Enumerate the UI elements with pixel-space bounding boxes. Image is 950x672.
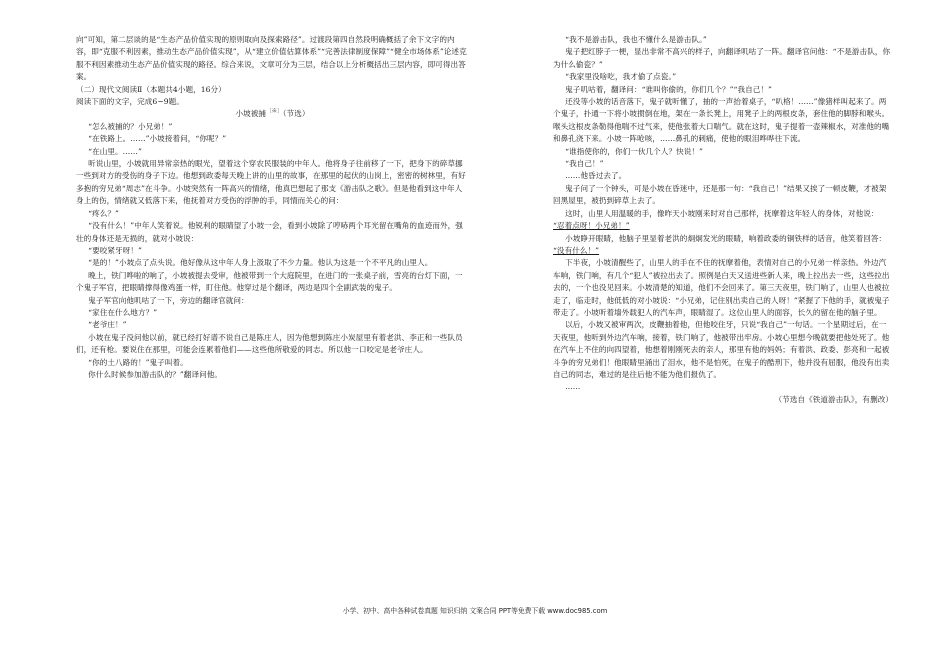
paragraph: “你的土八路的！”鬼子叫着。 — [88, 357, 188, 367]
paragraph: “是的！”小坡点了点头说。他好像从这中年人身上汲取了不少力量。他认为这是一个不平凡的山里人。 — [88, 258, 433, 268]
paragraph: 听说山里，小坡就用异常亲热的眼光，望着这个穿农民服装的中年人。他将身子往前移了一下，把身下的碎草挪一些到对方的受伤的身子下边。他想到政委每天晚上讲的山里的故事，在那里的起伏的山岗上，密密的树林里，有好多抱的穷兄弟“周志”在斗争。小坡突然有一阵高兴的情绪，他真巴想起了那支《游击队之歌》。但是他看到这中年人身上的伤，情绪就又低落下来，他抚着对方受伤的浮肿的手，同情而关心的问： — [76, 159, 466, 206]
paragraph: 你什么时候参加游击队的？”翻译问他。 — [88, 369, 223, 379]
paragraph: “在铁路上。……”小坡接着问，“你呢？” — [88, 134, 227, 144]
underlined-sentence: “忍着点呀！小兄弟！” — [553, 221, 630, 231]
page-footer: 小学、初中、高中各种试卷真题 知识归纳 文案合同 PPT等免费下载 www.doc985.com — [342, 607, 608, 615]
paragraph: 以后，小坡又被审两次，皮鞭抽着他，但他咬住牙，只说“我自己”一句话。一个星期过后，在一天夜里，他听到外边汽车响，接着，铁门响了，他被带出牢房。小坡心里想今晚就要把他处死了。他在汽车上不住的向四望着，他想着刚刚死去的亲人，那里有他的妈妈；有着洪、政委、彭亮和一起被斗争的穷兄弟们！他眼睛里涌出了泪水，他不是怕死，在鬼子的酷刑下，他并没有屈服，他没有出卖自己的同志，难过的是往后他不能为他们报仇了。 — [553, 320, 890, 379]
paragraph: “要咬紧牙呀！” — [88, 245, 142, 255]
passage-title — [76, 108, 469, 120]
source-note: （节选自《铁道游击队》，有删改） — [774, 394, 893, 404]
paragraph: “疼么？” — [88, 208, 119, 218]
passage-title-text: 小坡被捕 — [235, 109, 267, 119]
right-column — [553, 34, 893, 406]
paragraph: “我自己！” — [565, 159, 604, 169]
passage-title-suffix: （节选） — [282, 109, 310, 119]
paragraph: 鬼子军官向他叽咕了一下，旁边的翻译官就问： — [88, 295, 249, 305]
paragraph — [553, 245, 893, 257]
paragraph: “谁指使你的，你们一伙几个人？快说！” — [565, 146, 703, 156]
paragraph: 小坡睁开眼睛，他脑子里显着老洪的炯炯发光的眼睛，响着政委的铜铁样的话音，他笑着回答： — [565, 233, 887, 243]
paragraph: “没有什么！”中年人笑着说。他锐利的眼睛望了小坡一会，看到小坡除了哼哧两个耳光留在嘴角的血迹而外，强壮的身体还是无损的，就对小坡说： — [76, 221, 463, 243]
paragraph: “在山里。……” — [88, 146, 142, 156]
paragraph: 小坡在鬼子没问他以前，就已经打好谱不说自己是陈庄人，因为他想到陈庄小炭屋里有着老洪、李正和一些队员们，还有枪。要说住在那里，可能会连累着他们——这些他所敬爱的同志。所以他一口咬定是老爷庄人。 — [76, 332, 463, 355]
paragraph: （二）现代文阅读Ⅱ（本题共4小题，16分） — [76, 84, 226, 94]
paragraph: “我不是游击队，我也不懂什么是游击队。” — [565, 35, 707, 44]
paragraph: 阅读下面的文字，完成6~9题。 — [76, 97, 184, 107]
paragraph: 鬼子叽咕着，翻译问：“谁叫你偷的，你们几个？”“我自己！” — [565, 84, 772, 94]
paragraph: “我家里没啥吃，我才偷了点瓷。” — [565, 72, 677, 82]
paragraph: 这时，山里人用温暖的手，像昨天小坡刚来时对自己那样，抚摩着这年轻人的身体，对他说： — [565, 208, 879, 218]
paragraph: 鬼子问了一个钟头，可是小坡在昏迷中，还是那一句：“我自己！”结果又挨了一顿皮鞭，才被架回黑屋里，被扔到碎草上去了。 — [553, 183, 887, 206]
paragraph: 下半夜，小坡清醒些了，山里人的手在不住的抚摩着他，表情对自己的小兄弟一样亲热。外边汽车响，铁门响，有几个“犯人”被拉出去了。照例是白天又送进些新人来，晚上拉出去一些，这些拉出去的，一个也没见回来。小坡清楚的知道，他们不会回来了。第三天夜里，铁门响了，山里人也被拉走了，临走时，他低低的对小坡说：“小兄弟，记住别出卖自己的人呀！”紧握了下他的手，就被鬼子带走了。小坡听着墙外载犯人的汽车声，眼睛湿了。这位山里人的面容，长久的留在他的脑子里。 — [553, 258, 890, 317]
paragraph: 还没等小坡的话音落下，鬼子就听懂了，抽的一声抬着桌子，“叭格！……”像猪样叫起来了。两个鬼子，扑通一下将小坡掼倒在地，架在一条长凳上，用凳子上的两根皮条，套住他的脚脖和喉头。喉头这根皮条勒得他喘不过气来，使他张着大口喘气。就在这时，鬼子提着一壶辣椒水，对准他的嘴和鼻孔浇下来。小坡一阵呛咳，……鼻孔的刺痛，使他的眼泪哗哗往下流。 — [553, 97, 890, 144]
paragraph: …… — [565, 382, 581, 392]
paragraph: “怎么被捕的？小兄弟！” — [88, 121, 173, 131]
paragraph: 向”可知，第二层谈的是“生态产品价值实现的原则取向及探索路径”。过渡段第四自然段明确概括了余下文字的内容，即“克服不利因素，推动生态产品价值实现”，从“建立价值估算体系”“完善法律制度保障”“健全市场体系”论述克服不利因素推动生态产品价值实现的路径。综合来说，文章可分为三层，结合以上分析概括出三层内容，即可得出答案。 — [76, 35, 467, 82]
paragraph: 鬼子把红脖子一梗，显出非常不高兴的样子，向翻译叽咕了一阵。翻译官问他：“不是游击队，你为什么偷瓷？” — [553, 47, 891, 69]
left-column — [76, 34, 469, 381]
paragraph: ……他昏过去了。 — [565, 171, 627, 181]
paragraph: “家住在什么地方？” — [88, 307, 158, 317]
footnote-mark: 〔※〕 — [266, 108, 283, 115]
underlined-sentence: “没有什么！” — [553, 245, 600, 255]
paragraph: 晚上，铁门哗啦的响了，小坡被提去受审，他被带到一个大庭院里，在进门的一张桌子前，雪亮的台灯下面，一个鬼子军官，把眼睛撑得像鸡蛋一样，盯住他。他穿过是个翻译，两边是四个全副武装的鬼子。 — [76, 270, 463, 293]
paragraph: “老爷庄！” — [88, 320, 127, 330]
paragraph — [553, 220, 893, 232]
